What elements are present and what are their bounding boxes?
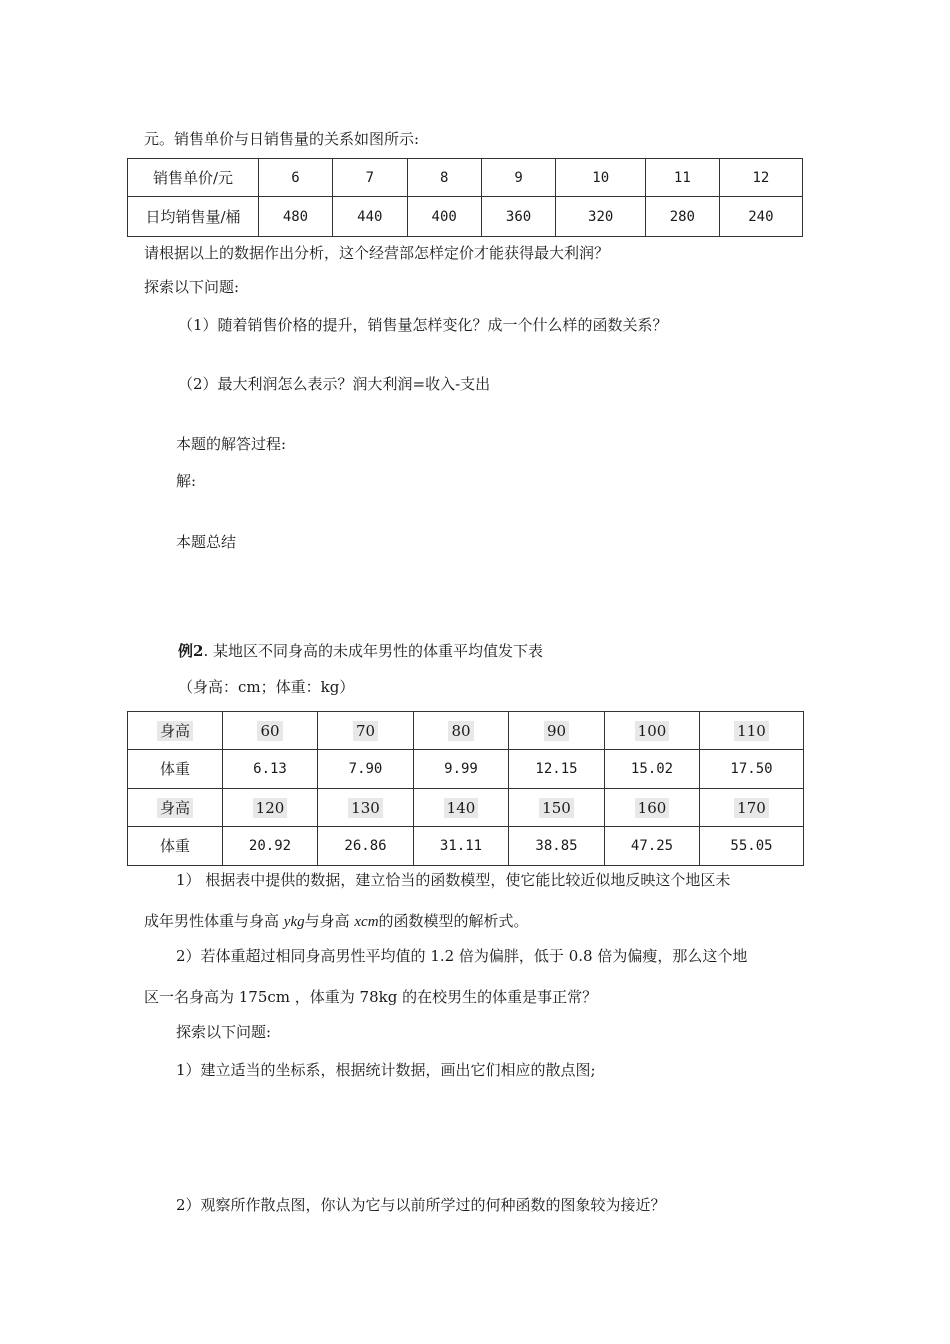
- variable-x: xcm: [354, 914, 379, 930]
- table-cell: 280: [645, 197, 719, 237]
- table-cell: [414, 789, 509, 827]
- table-cell: 38.85: [509, 827, 605, 866]
- table-row: [128, 827, 804, 866]
- table-cell: [223, 789, 318, 827]
- table-cell: [509, 789, 605, 827]
- question-1: （1）随着销售价格的提升，销售量怎样变化？成一个什么样的函数关系？: [178, 316, 668, 334]
- task-text: 与身高: [304, 912, 355, 930]
- cell-text: 身高: [157, 798, 193, 818]
- table-cell: 10: [556, 159, 645, 197]
- table-cell: 240: [719, 197, 802, 237]
- table-row: [128, 197, 803, 237]
- table-cell: [128, 789, 223, 827]
- table-row: [128, 789, 804, 827]
- cell-text: 70: [353, 721, 378, 741]
- table-cell: [318, 712, 414, 750]
- table-cell: 400: [407, 197, 481, 237]
- table-cell: [605, 712, 700, 750]
- task-1-line-1: 1） 根据表中提供的数据，建立恰当的函数模型，使它能比较近似地反映这个地区未: [176, 871, 731, 889]
- cell-text: 110: [734, 721, 769, 741]
- cell-text: 60: [257, 721, 282, 741]
- table-cell: [414, 712, 509, 750]
- table-cell: [223, 712, 318, 750]
- explore-heading: 探索以下问题:: [144, 278, 240, 296]
- table-row: [128, 159, 803, 197]
- table-cell: 7.90: [318, 750, 414, 789]
- table-cell: [128, 712, 223, 750]
- summary-heading: 本题总结: [176, 533, 237, 551]
- table-cell: 6: [259, 159, 333, 197]
- cell-text: 170: [734, 798, 769, 818]
- table-cell: 20.92: [223, 827, 318, 866]
- table-cell: [700, 712, 804, 750]
- price-sales-table: [127, 158, 803, 237]
- explore-heading-2: 探索以下问题:: [176, 1023, 272, 1041]
- example-text: . 某地区不同身高的未成年男性的体重平均值发下表: [203, 642, 543, 660]
- table-cell: 12: [719, 159, 802, 197]
- task-1-line-2: [144, 911, 529, 932]
- explore-item-2: 2）观察所作散点图，你认为它与以前所学过的何种函数的图象较为接近？: [176, 1196, 666, 1214]
- cell-text: 100: [635, 721, 670, 741]
- table-cell: 体重: [128, 827, 223, 866]
- table-cell: [700, 789, 804, 827]
- variable-y: ykg: [283, 914, 305, 930]
- table-cell: 47.25: [605, 827, 700, 866]
- table-cell: 31.11: [414, 827, 509, 866]
- table-row: [128, 712, 804, 750]
- cell-text: 140: [444, 798, 479, 818]
- height-weight-table: [127, 711, 804, 866]
- table-cell: 销售单价/元: [128, 159, 259, 197]
- table-cell: 360: [481, 197, 556, 237]
- cell-text: 130: [348, 798, 383, 818]
- table-cell: 17.50: [700, 750, 804, 789]
- intro-text: 元。销售单价与日销售量的关系如图所示:: [144, 130, 420, 148]
- table-cell: 8: [407, 159, 481, 197]
- table-cell: 11: [645, 159, 719, 197]
- table-cell: 9.99: [414, 750, 509, 789]
- table-cell: 480: [259, 197, 333, 237]
- table-cell: [605, 789, 700, 827]
- task-2-line-1: 2）若体重超过相同身高男性平均值的 1.2 倍为偏胖，低于 0.8 倍为偏瘦，那么这个地: [176, 947, 748, 965]
- task-text: 成年男性体重与身高: [144, 912, 284, 930]
- table-cell: 55.05: [700, 827, 804, 866]
- cell-text: 160: [635, 798, 670, 818]
- table-cell: 320: [556, 197, 645, 237]
- question-2: （2）最大利润怎么表示？润大利润=收入-支出: [178, 375, 491, 393]
- cell-text: 120: [253, 798, 288, 818]
- cell-text: 身高: [157, 721, 193, 741]
- task-text: 的函数模型的解析式。: [378, 912, 529, 930]
- units-note: （身高：cm；体重：kg）: [178, 678, 355, 696]
- explore-item-1: 1）建立适当的坐标系，根据统计数据，画出它们相应的散点图;: [176, 1061, 596, 1079]
- process-heading: 本题的解答过程:: [176, 435, 287, 453]
- table-cell: 7: [332, 159, 407, 197]
- table-cell: [318, 789, 414, 827]
- table-cell: 26.86: [318, 827, 414, 866]
- question-text: 请根据以上的数据作出分析，这个经营部怎样定价才能获得最大利润？: [144, 244, 610, 262]
- table-cell: 9: [481, 159, 556, 197]
- cell-text: 150: [539, 798, 574, 818]
- task-2-line-2: 区一名身高为 175cm ，体重为 78kg 的在校男生的体重是事正常？: [144, 988, 598, 1006]
- table-cell: 12.15: [509, 750, 605, 789]
- table-cell: 440: [332, 197, 407, 237]
- cell-text: 80: [448, 721, 473, 741]
- table-cell: 15.02: [605, 750, 700, 789]
- example-2-title: [178, 641, 543, 661]
- table-row: [128, 750, 804, 789]
- table-cell: 日均销售量/桶: [128, 197, 259, 237]
- table-cell: 6.13: [223, 750, 318, 789]
- solution-label: 解:: [176, 472, 197, 490]
- example-label: 例2: [178, 642, 204, 660]
- table-cell: [509, 712, 605, 750]
- table-cell: 体重: [128, 750, 223, 789]
- cell-text: 90: [544, 721, 569, 741]
